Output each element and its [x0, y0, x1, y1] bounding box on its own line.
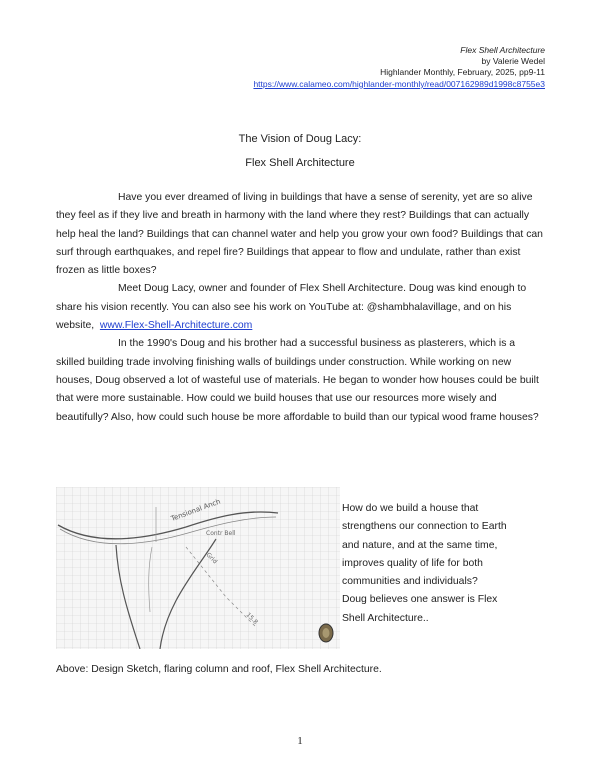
side-text-line-1: How do we build a house that [342, 503, 479, 514]
side-text-line-6: Doug believes one answer is Flex [342, 594, 498, 606]
publication-title: Flex Shell Architecture [460, 45, 545, 55]
paragraph-intro: Have you ever dreamed of living in buildings that have a sense of serenity, yet are so alive they feel as if they live and breath in harmony with the land where they rest? Buildings that can actually help heal the land? Buildings that can channel water and help you grow your own food? Buildings that can surf through earthquakes, and repel fire? Buildings that appear to flow and undulate, rather than exist frozen as little boxes? [56, 192, 543, 277]
paragraph-meet-doug [56, 280, 546, 335]
image-caption: Above: Design Sketch, flaring column and roof, Flex Shell Architecture. [56, 664, 382, 675]
source-citation: Highlander Monthly, February, 2025, pp9-11 [380, 67, 545, 78]
article-title: The Vision of Doug Lacy: [238, 133, 362, 145]
paragraph-history: In the 1990's Doug and his brother had a successful business as plasterers, which is a skilled building trade involving finishing walls of buildings under construction. While working on new houses, Doug observed a lot of wasteful use of materials. He began to wonder how houses could be built that were more sustainable. How could we build houses that use our resources more wisely and beautifully? Also, how could such house be more affordable to build than our typical wood frame houses? [56, 338, 539, 423]
design-sketch-image [56, 487, 340, 649]
page-number: 1 [297, 735, 303, 747]
sketch-label-2: Contr Bell [206, 530, 236, 537]
side-text-line-3: and nature, and at the same time, [342, 539, 498, 551]
article-subtitle: Flex Shell Architecture [245, 157, 355, 169]
side-text-line-4: improves quality of life for both [342, 557, 483, 569]
sketch-label-1: Tensional Anch [169, 497, 222, 523]
byline: by Valerie Wedel [481, 56, 545, 67]
sketch-label-3: Grid [204, 551, 219, 566]
sketch-label-4: 15.8 [244, 611, 259, 626]
side-text-line-5: communities and individuals? [342, 576, 478, 588]
side-text-line-7: Shell Architecture.. [342, 612, 429, 624]
side-text-line-2: strengthens our connection to Earth [342, 521, 507, 533]
paragraph-meet-doug-text: Meet Doug Lacy, owner and founder of Flex Shell Architecture. Doug was kind enough to share his vision recently. You can also see his work on YouTube at: @shambhalavillage, and on his website, [56, 283, 527, 332]
website-link[interactable]: www.Flex-Shell-Architecture.com [99, 320, 253, 332]
side-text [342, 500, 552, 628]
article-body [56, 189, 546, 427]
citation-header [253, 45, 545, 90]
source-url-link[interactable]: https://www.calameo.com/highlander-monthly/read/007162989d1998c8755e3 [253, 78, 545, 89]
